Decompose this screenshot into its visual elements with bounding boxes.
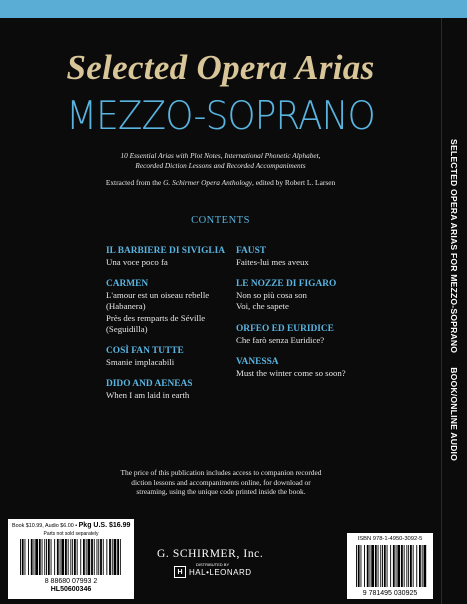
barcode-bar [114,539,117,575]
barcode-bar [100,539,102,575]
spine-format: BOOK/ONLINE AUDIO [449,367,459,461]
barcode-bar [68,539,69,575]
note-line: streaming, using the unique code printed inside the book. [136,487,306,497]
barcode-bar [60,539,61,575]
aria-title: Voi, che sapete [236,301,289,312]
distributor-name: HAL•LEONARD [189,567,252,577]
extract-note [0,178,441,187]
barcode-bar [371,545,374,587]
hal-leonard-mark-icon: H [174,566,186,578]
barcode-bar [80,539,81,575]
top-color-bar [0,0,467,18]
contents-entry [106,378,246,401]
barcode-bar [94,539,95,575]
barcode-bar [72,539,73,575]
barcode-bar [380,545,381,587]
barcode-bar [424,545,427,587]
aria-title: Una voce poco fa [106,257,168,267]
barcode-bar [98,539,99,575]
isbn-barcode-box [347,533,433,599]
parts-note: Parts not sold separately [43,531,99,537]
barcode-bar [413,545,414,587]
barcode-bars [356,545,426,587]
opera-title: CARMEN [106,279,149,290]
barcode-bar [34,539,35,575]
barcode-bar [393,545,395,587]
barcode-bar [364,545,365,587]
aria-title: Non so più cosa son [236,290,307,301]
extract-prefix: Extracted from the [105,178,164,187]
barcode-bar [112,539,113,575]
barcode-bar [65,539,67,575]
barcode-bar [408,545,409,587]
opera-title: ORFEO ED EURIDICE [236,323,334,334]
barcode-bar [70,539,71,575]
barcode-bar [397,545,400,587]
opera-title: DIDO AND AENEAS [106,379,193,390]
barcode-bar [103,539,104,575]
price-line [12,522,130,529]
aria-title: Must the winter come so soon? [236,367,346,378]
contents-entry [236,278,376,312]
barcode-bar [367,545,369,587]
distributor-note: DISTRIBUTED BY [196,562,230,567]
isbn-number: ISBN 978-1-4950-3092-5 [357,536,423,542]
contents-heading: CONTENTS [191,215,250,226]
barcode-bar [28,539,29,575]
price-barcode-box [8,519,134,599]
barcode-bar [42,539,43,575]
barcode-bar [86,539,87,575]
cover-description [0,151,441,170]
extract-suffix: , edited by Robert L. Larsen [252,178,336,187]
price-package: Pkg U.S. $16.99 [78,522,131,529]
barcode-bar [25,539,26,575]
price-small: Book $10.99, Audio $6.00 • [12,523,79,529]
barcode-bar [51,539,52,575]
barcode-bar [97,539,98,575]
barcode-bar [20,539,21,575]
contents-entry [236,245,376,268]
aria-title: Près des remparts de Séville [106,312,206,323]
barcode-bar [83,539,85,575]
barcode-bar [48,539,50,575]
publisher-name: G. SCHIRMER, Inc. [157,548,264,560]
aria-title: Smanie implacabili [106,357,175,368]
cover-subtitle: MEZZO-SOPRANO [66,94,375,139]
description-line: 10 Essential Arias with Plot Notes, International Phonetic Alphabet, [120,151,321,160]
barcode-bar [370,545,371,587]
barcode-bar [120,539,121,575]
opera-title: FAUST [236,246,267,256]
barcode-bar [61,539,64,575]
barcode-bar [406,545,407,587]
barcode-bar [31,539,33,575]
barcode-bar [422,545,423,587]
contents-left-column [106,245,246,411]
barcode-bar [46,539,47,575]
barcode-bar [416,545,417,587]
barcode-bars [20,539,121,575]
barcode-bar [361,545,362,587]
barcode-bar [88,539,91,575]
opera-title: VANESSA [236,356,279,367]
spine-title: SELECTED OPERA ARIAS FOR MEZZO-SOPRANO [449,139,459,354]
aria-title: Faites-lui mes aveux [236,257,309,267]
barcode-bar [74,539,76,575]
contents-entry [106,345,246,368]
aria-title: L'amour est un oiseau rebelle [106,290,210,301]
contents-entry [106,245,246,268]
barcode-bar [22,539,24,575]
contents-entry [236,323,376,346]
hal-leonard-logo [174,562,252,578]
barcode-bar [91,539,93,575]
barcode-bar [387,545,388,587]
barcode-bar [384,545,386,587]
online-audio-note [90,468,352,497]
barcode-bar [378,545,379,587]
barcode-bar [410,545,412,587]
note-line: diction lessons and accompaniments online, for download or [131,477,311,487]
aria-subtitle: (Habanera) [106,301,146,312]
barcode-bar [109,539,111,575]
contents-entry [236,356,376,379]
barcode-bar [390,545,391,587]
aria-title: Che farò senza Euridice? [236,334,325,345]
barcode-bar [39,539,41,575]
product-code: HL50600346 [50,586,92,593]
isbn-barcode-icon [352,545,428,597]
aria-subtitle: (Seguidilla) [106,323,148,334]
contents-entry [106,278,246,335]
barcode-bar [419,545,421,587]
opera-title: COSÌ FAN TUTTE [106,346,184,357]
barcode-bar [44,539,45,575]
opera-title: IL BARBIERE DI SIVIGLIA [106,246,226,256]
upc-digits: 8 88680 07993 2 [44,578,98,585]
barcode-bar [356,545,357,587]
barcode-bar [358,545,360,587]
barcode-bar [396,545,397,587]
barcode-bar [404,545,405,587]
barcode-bar [401,545,403,587]
upc-barcode-icon [14,539,128,585]
cover-title: Selected Opera Arias [66,48,375,87]
barcode-bar [382,545,383,587]
barcode-bar [35,539,38,575]
spine-text [449,139,459,461]
note-line: The price of this publication includes access to companion recorded [120,468,322,477]
contents-right-column [236,245,376,389]
opera-title: LE NOZZE DI FIGARO [236,279,337,290]
isbn-digits: 9 781495 030925 [362,590,418,597]
barcode-bar [77,539,78,575]
barcode-bar [54,539,55,575]
barcode-bar [375,545,377,587]
aria-title: When I am laid in earth [106,390,190,401]
barcode-bar [106,539,107,575]
extract-source: G. Schirmer Opera Anthology [163,178,253,187]
barcode-bar [57,539,59,575]
barcode-bar [117,539,119,575]
description-line: Recorded Diction Lessons and Recorded Accompaniments [135,160,306,170]
